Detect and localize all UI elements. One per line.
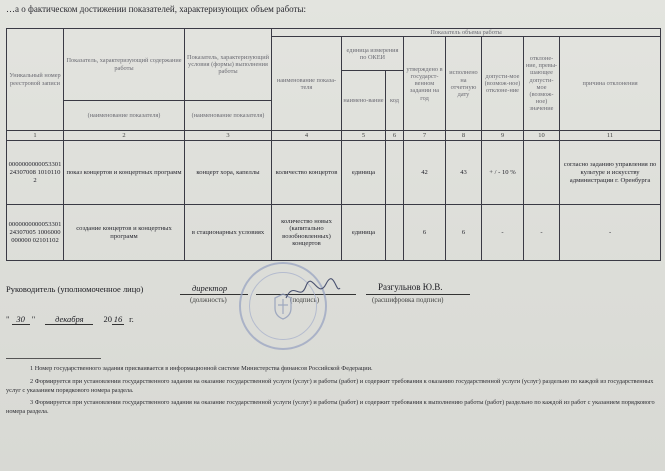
row-unit-code — [386, 205, 404, 261]
footnote-2: 2 Формируется при установлении государственного задания на оказание государственной услуги (услуг) и работы (работ) и содержит требования к оказанию государственной услуги (услуг) раздельно по каждой из государственных услуг с указанием порядкового номера раздела. — [6, 378, 654, 395]
col-num: 6 — [386, 131, 404, 141]
signatory-name: Разгульнов Ю.В. — [378, 282, 443, 292]
section-heading: …а о фактическом достижении показателей, характеризующих объем работы: — [6, 4, 307, 14]
date-day: 30 — [12, 314, 30, 325]
col-num: 9 — [482, 131, 524, 141]
row-reason: - — [560, 205, 661, 261]
header-content-sub: (наименование показателя) — [64, 101, 185, 131]
row-code: 000000000005330124307005 1006000000000 02101102 — [7, 205, 64, 261]
footnote-1: 1 Номер государственного задания присваивается в информационной системе Министерства финансов Российской Федерации. — [30, 365, 373, 372]
footnote-divider — [6, 358, 101, 359]
row-content: показ концертов и концертных программ — [64, 141, 185, 205]
header-reason: причина отклонения — [560, 37, 661, 131]
date-year-suffix: г. — [129, 314, 134, 324]
column-numbers-row — [7, 131, 661, 141]
date-year: 16 — [113, 314, 123, 324]
row-indicator: количество концертов — [272, 141, 342, 205]
header-excess-deviation: отклоне-ние, превы-шающее допусти-мое (возмож-ное) значение — [524, 37, 560, 131]
row-reason: согласно заданию управления по культуре и искусству администрации г. Оренбурга — [560, 141, 661, 205]
header-unit-name: наимено-вание — [342, 71, 386, 131]
col-num: 5 — [342, 131, 386, 141]
row-executed: 6 — [446, 205, 482, 261]
table-row — [7, 205, 661, 261]
header-approved: утверждено в государст-венном задании на год — [404, 37, 446, 131]
col-num: 8 — [446, 131, 482, 141]
row-indicator: количество новых (капитально возобновленных) концертов — [272, 205, 342, 261]
row-deviation — [524, 141, 560, 205]
row-unit: единица — [342, 205, 386, 261]
header-conditions-sub: (наименование показателя) — [185, 101, 272, 131]
footnote-3: 3 Формируется при установлении государственного задания на оказание государственной услуги (услуг) и работы (работ) и содержит требования к выполнению работы (работ) раздельно по каждой из работ с указанием порядкового номера раздела. — [6, 399, 655, 416]
date-year-prefix: 20 — [103, 314, 112, 324]
row-content: создание концертов и концертных программ — [64, 205, 185, 261]
col-num: 7 — [404, 131, 446, 141]
col-num: 3 — [185, 131, 272, 141]
date-line: " 30 " декабря 20 16 г. — [6, 314, 134, 324]
header-volume: Показатель объема работы — [272, 29, 661, 37]
row-deviation: - — [524, 205, 560, 261]
table-row — [7, 141, 661, 205]
row-allowed: + / - 10 % — [482, 141, 524, 205]
date-month: декабря — [45, 314, 93, 325]
header-content: Показатель, характеризующий содержание работы — [64, 29, 185, 101]
col-num: 2 — [64, 131, 185, 141]
caption-signature: (подпись) — [290, 296, 320, 304]
volume-indicators-table — [6, 28, 661, 261]
row-executed: 43 — [446, 141, 482, 205]
row-allowed: - — [482, 205, 524, 261]
col-num: 10 — [524, 131, 560, 141]
row-code: 000000000005330124307008 10101102 — [7, 141, 64, 205]
header-conditions: Показатель, характеризующий условия (формы) выполнения работы — [185, 29, 272, 101]
row-unit-code — [386, 141, 404, 205]
signatory-label: Руководитель (уполномоченное лицо) — [6, 284, 144, 294]
row-condition: в стационарных условиях — [185, 205, 272, 261]
header-indicator-name: наименование показа-теля — [272, 37, 342, 131]
header-unique-number: Уникальный номер реестровой записи — [7, 29, 64, 131]
row-unit: единица — [342, 141, 386, 205]
row-approved: 6 — [404, 205, 446, 261]
row-condition: концерт хора, капеллы — [185, 141, 272, 205]
caption-name: (расшифровка подписи) — [372, 296, 444, 304]
header-unit: единица измерения по ОКЕИ — [342, 37, 404, 71]
header-executed: исполнено на отчетную дату — [446, 37, 482, 131]
col-num: 4 — [272, 131, 342, 141]
header-unit-code: код — [386, 71, 404, 131]
col-num: 11 — [560, 131, 661, 141]
row-approved: 42 — [404, 141, 446, 205]
signatory-position: директор — [192, 283, 228, 293]
header-allowed-deviation: допусти-мое (возмож-ное) отклоне-ние — [482, 37, 524, 131]
col-num: 1 — [7, 131, 64, 141]
caption-position: (должность) — [190, 296, 227, 304]
handwritten-signature-icon — [282, 276, 342, 306]
